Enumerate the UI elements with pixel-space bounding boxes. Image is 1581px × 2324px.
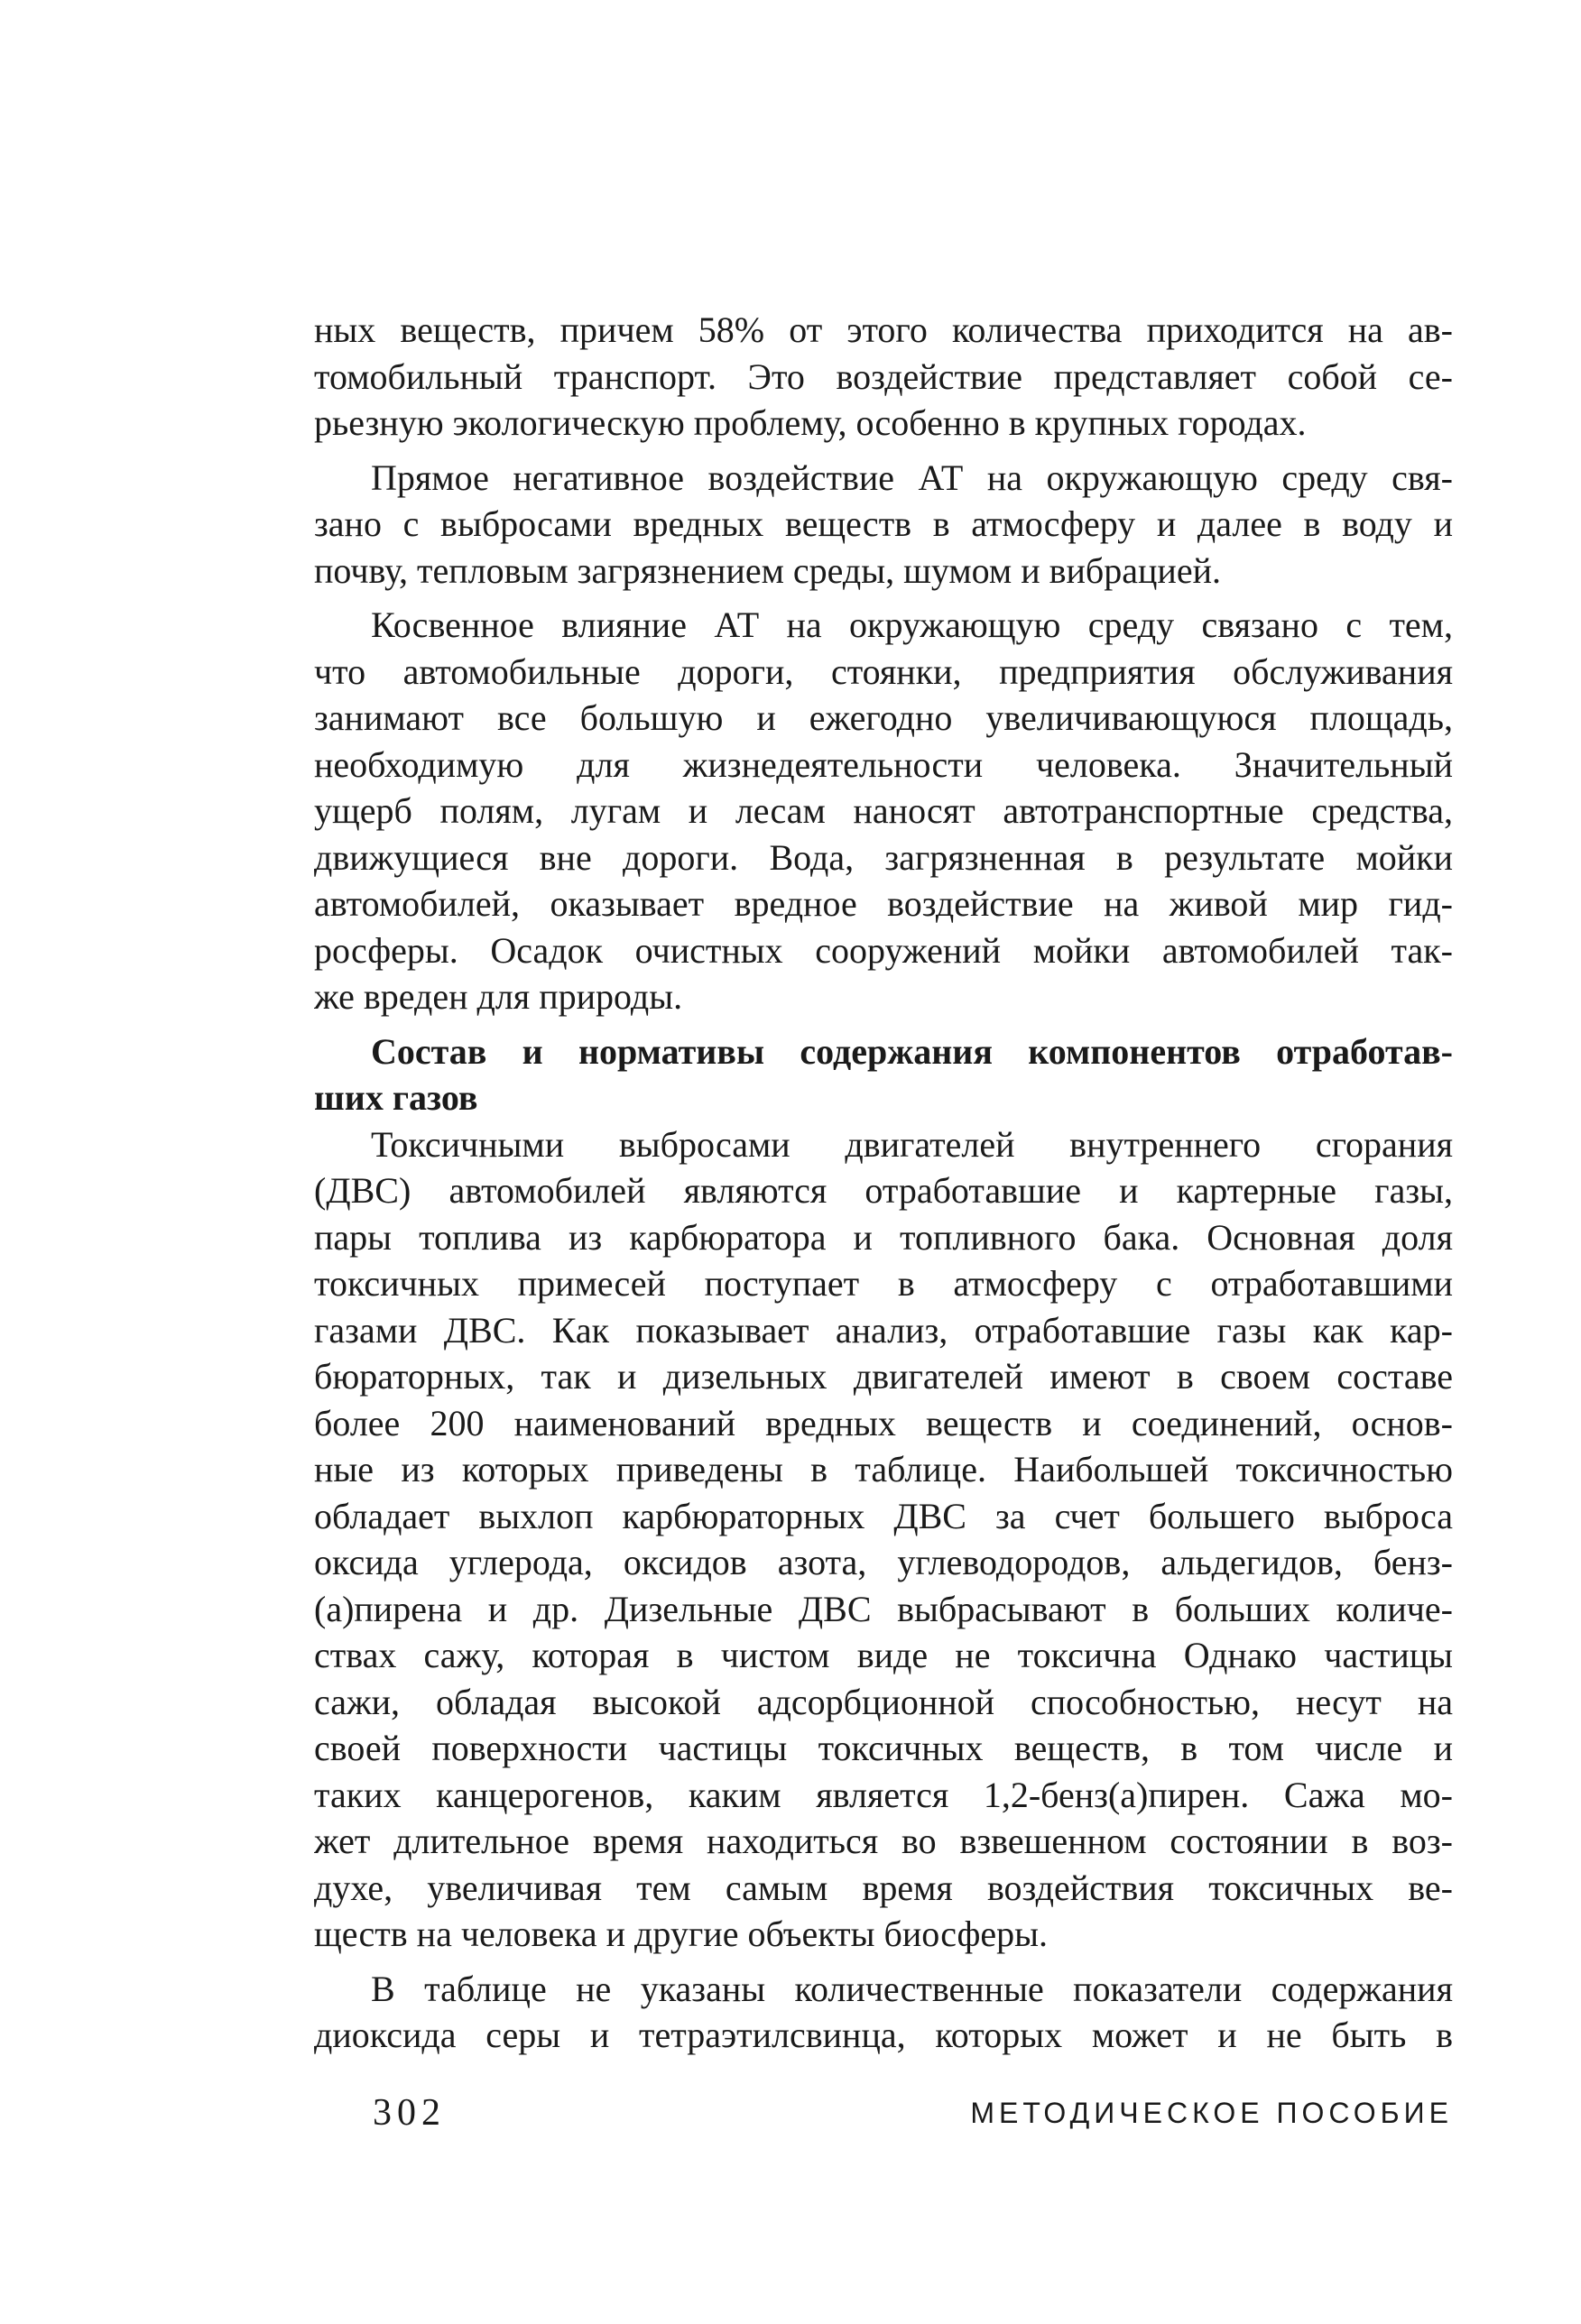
text-line: томобильный транспорт. Это воздействие представляет собой се- [314,355,1453,397]
text-line: таких канцерогенов, каким является 1,2-бенз(а)пирен. Сажа мо- [314,1774,1453,1815]
text-line: диоксида серы и тетраэтилсвинца, которых может и не быть в [314,2015,1453,2055]
page-footer [314,2091,1453,2138]
text-line: же вреден для природы. [314,976,683,1017]
text-line: бюраторных, так и дизельных двигателей имеют в своем составе [314,1356,1453,1397]
text-line: В таблице не указаны количественные показатели содержания [371,1968,1453,2009]
paragraph-4 [314,1121,1453,1958]
text-line: ные из которых приведены в таблице. Наибольшей токсичностью [314,1449,1453,1489]
text-line: сажи, обладая высокой адсорбционной способностью, несут на [314,1681,1453,1722]
text-line: пары топлива из карбюратора и топливного бака. Основная доля [314,1216,1453,1258]
text-line: жет длительное время находиться во взвешенном состоянии в воз- [314,1821,1453,1861]
text-line: рьезную экологическую проблему, особенно в крупных городах. [314,402,1307,443]
heading-line: ших газов [314,1077,478,1118]
text-line: Косвенное влияние АТ на окружающую среду связано с тем, [371,604,1453,645]
text-line: ществ на человека и другие объекты биосферы. [314,1914,1049,1954]
text-line: обладает выхлоп карбюраторных ДВС за счет большего выброса [314,1495,1453,1536]
paragraph-3 [314,602,1453,1020]
text-line: занимают все большую и ежегодно увеличивающуюся площадь, [314,697,1453,738]
paragraph-2 [314,455,1453,595]
text-line: токсичных примесей поступает в атмосферу с отработавшими [314,1263,1453,1304]
text-line: газами ДВС. Как показывает анализ, отработавшие газы как кар- [314,1309,1453,1351]
text-line: что автомобильные дороги, стоянки, предприятия обслуживания [314,650,1453,692]
paragraph-5 [314,1966,1453,2059]
text-line: движущиеся вне дороги. Вода, загрязненная в результате мойки [314,836,1453,878]
text-line: более 200 наименований вредных веществ и соединений, основ- [314,1402,1453,1443]
text-line: (а)пирена и др. Дизельные ДВС выбрасывают в больших количе- [314,1588,1453,1629]
text-line: (ДВС) автомобилей являются отработавшие и картерные газы, [314,1170,1453,1211]
section-heading [314,1028,1453,1121]
text-line: Токсичными выбросами двигателей внутреннего сгорания [371,1123,1453,1165]
text-line: духе, увеличивая тем самым время воздействия токсичных ве- [314,1867,1453,1908]
running-title: МЕТОДИЧЕСКОЕ ПОСОБИЕ [970,2097,1453,2129]
page-number: 302 [373,2092,446,2134]
text-line: росферы. Осадок очистных сооружений мойки автомобилей так- [314,929,1453,971]
text-line: ущерб полям, лугам и лесам наносят автотранспортные средства, [314,790,1453,831]
paragraph-1 [314,307,1453,447]
page-body [314,307,1453,2067]
text-line: оксида углерода, оксидов азота, углеводородов, альдегидов, бенз- [314,1542,1453,1582]
text-line: ствах сажу, которая в чистом виде не токсична Однако частицы [314,1635,1453,1675]
text-line: ных веществ, причем 58% от этого количества приходится на ав- [314,309,1453,350]
text-line: необходимую для жизнедеятельности человека. Значительный [314,743,1453,785]
text-line: своей поверхности частицы токсичных веществ, в том числе и [314,1728,1453,1768]
text-line: почву, тепловым загрязнением среды, шумом и вибрацией. [314,549,1221,591]
text-line: автомобилей, оказывает вредное воздействие на живой мир гид- [314,883,1453,924]
text-line: зано с выбросами вредных веществ в атмосферу и далее в воду и [314,503,1453,544]
heading-line: Состав и нормативы содержания компонентов отработав- [371,1030,1453,1072]
text-line: Прямое негативное воздействие АТ на окружающую среду свя- [371,456,1453,498]
